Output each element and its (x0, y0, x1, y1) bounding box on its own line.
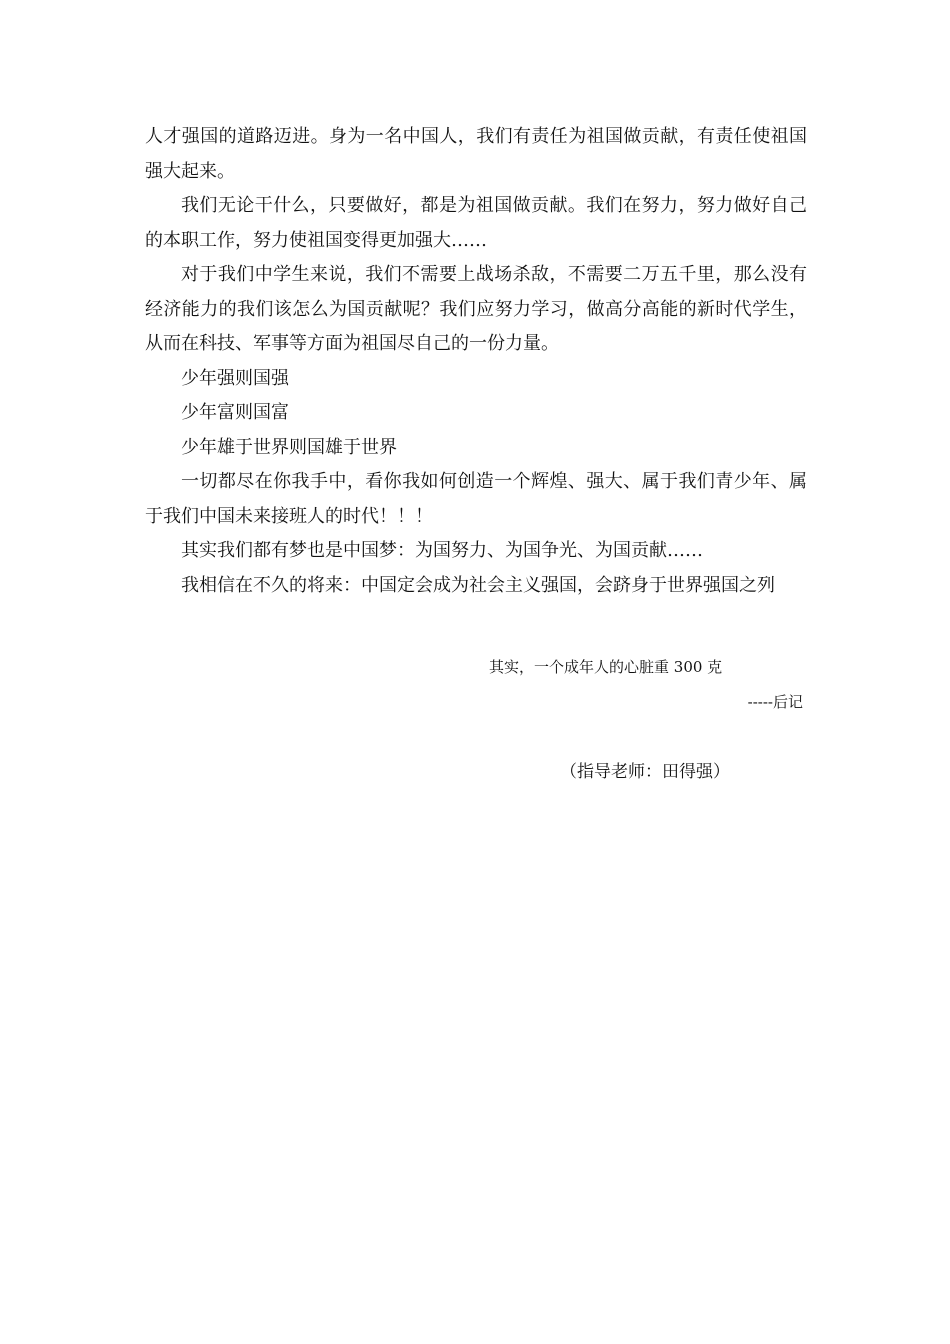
paragraph: 人才强国的道路迈进。身为一名中国人，我们有责任为祖国做贡献，有责任使祖国强大起来。 (145, 126, 807, 182)
afterword-signature: -----后记 (747, 693, 803, 711)
paragraph: 我们无论干什么，只要做好，都是为祖国做贡献。我们在努力，努力做好自己的本职工作，努力使祖国变得更加强大…… (145, 195, 807, 251)
paragraph: 一切都尽在你我手中，看你我如何创造一个辉煌、强大、属于我们青少年、属于我们中国未来接班人的时代！！！ (145, 471, 807, 527)
paragraph: 对于我们中学生来说，我们不需要上战场杀敌，不需要二万五千里，那么没有经济能力的我们该怎么为国贡献呢？我们应努力学习，做高分高能的新时代学生，从而在科技、军事等方面为祖国尽自己的一份力量。 (145, 264, 807, 354)
slogan-line: 少年富则国富 (181, 402, 289, 423)
paragraph: 其实我们都有梦也是中国梦：为国努力、为国争光、为国贡献…… (181, 540, 703, 561)
paragraph: 我相信在不久的将来：中国定会成为社会主义强国，会跻身于世界强国之列 (181, 574, 775, 596)
essay-body (145, 120, 807, 603)
slogan-line: 少年雄于世界则国雄于世界 (181, 436, 397, 458)
afterword-text: 其实，一个成年人的心脏重 300 克 (489, 658, 723, 676)
slogan-line: 少年强则国强 (181, 367, 289, 389)
teacher-note: （指导老师：田得强） (560, 762, 730, 782)
